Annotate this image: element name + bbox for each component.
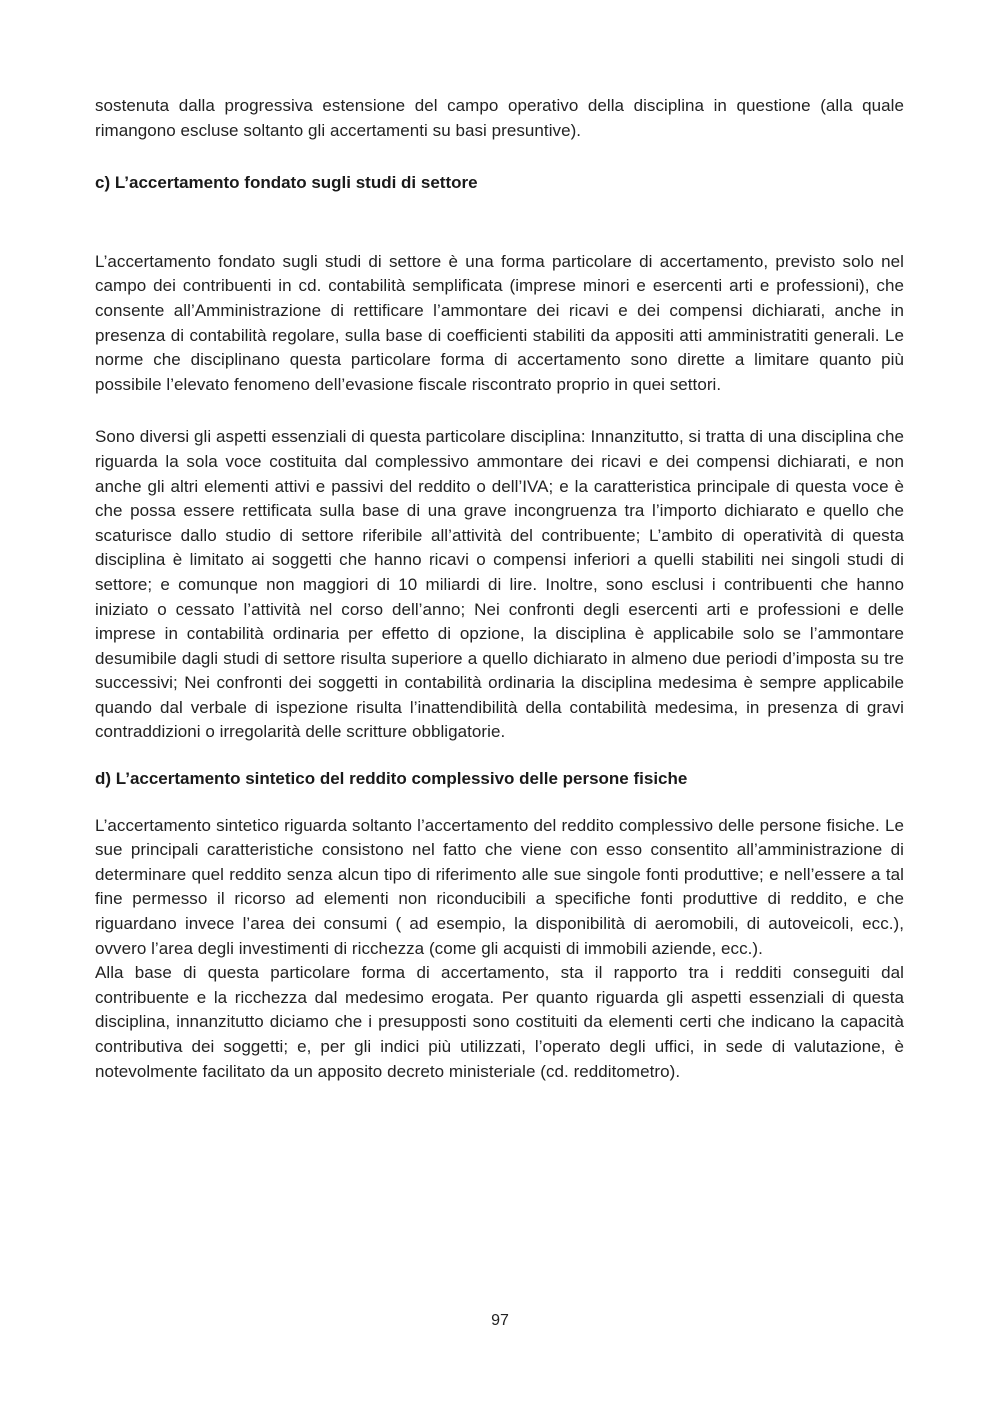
document-page xyxy=(95,94,904,1084)
section-d-paragraph-2: Alla base di questa particolare forma di accertamento, sta il rapporto tra i redditi conseguiti dal contribuente e la ricchezza dal medesimo erogata. Per quanto riguarda gli aspetti essenziali di questa disciplina, innanzitutto diciamo che i presupposti sono costituiti da elementi certi che indicano la capacità contributiva dei soggetti; e, per gli indici più utilizzati, l’operato degli uffici, in sede di valutazione, è notevolmente facilitato da un apposito decreto ministeriale (cd. redditometro). xyxy=(95,963,904,1081)
section-d-heading: d) L’accertamento sintetico del reddito complessivo delle persone fisiche xyxy=(95,769,688,789)
section-c-paragraph-2: Sono diversi gli aspetti essenziali di questa particolare disciplina: Innanzitutto, si tratta di una disciplina che riguarda la sola voce costituita dal complessivo ammontare dei ricavi e dei compensi dichiarati, e non anche gli altri elementi attivi e passivi del reddito o dell’IVA; e la caratteristica principale di questa voce è che possa essere rettificata sulla base di una grave incongruenza tra l’importo dichiarato e quello che scaturisce dallo studio di settore riferibile all’attività del contribuente; L’ambito di operatività di questa disciplina è limitato ai soggetti che hanno ricavi o compensi inferiori a quelli stabiliti nei singoli studi di settore; e comunque non maggiori di 10 miliardi di lire. Inoltre, sono esclusi i contribuenti che hanno iniziato o cessato l’attività nel corso dell’anno; Nei confronti degli esercenti arti e professioni e delle imprese in contabilità ordinaria per effetto di opzione, la disciplina è applicabile solo se l’ammontare desumibile dagli studi di settore risulta superiore a quello dichiarato in almeno due periodi d’imposta su tre successivi; Nei confronti dei soggetti in contabilità ordinaria la disciplina medesima è sempre applicabile quando dal verbale di ispezione risulta l’inattendibilità della contabilità medesima, in presenza di gravi contraddizioni o irregolarità delle scritture obbligatorie. xyxy=(95,427,904,742)
section-d-paragraph-1: L’accertamento sintetico riguarda soltanto l’accertamento del reddito complessivo delle persone fisiche. Le sue principali caratteristiche consistono nel fatto che viene con esso consentito all’amministrazione di determinare quel reddito senza alcun tipo di riferimento alle sue singole fonti produttive; e nell’essere a tal fine permesso il ricorso ad elementi non riconducibili a specifiche fonti produttive di reddito, e che riguardano invece l’area dei consumi ( ad esempio, la disponibilità di aeromobili, di autoveicoli, ecc.), ovvero l’area degli investimenti di ricchezza (come gli acquisti di immobili aziende, ecc.). xyxy=(95,815,904,958)
spacer xyxy=(95,397,904,425)
spacer xyxy=(95,196,904,250)
section-c-heading: c) L’accertamento fondato sugli studi di settore xyxy=(95,173,478,193)
spacer xyxy=(95,792,904,814)
page-number: 97 xyxy=(491,1312,509,1329)
spacer xyxy=(95,143,904,171)
section-c-paragraph-1: L’accertamento fondato sugli studi di settore è una forma particolare di accertamento, previsto solo nel campo dei contribuenti in cd. contabilità semplificata (imprese minori e esercenti arti e professioni), che consente all’Amministrazione di rettificare l’ammontare dei ricavi e dei compensi dichiarati, anche in presenza di contabilità regolare, sulla base di coefficienti stabiliti da appositi atti amministratiti generali. Le norme che disciplinano questa particolare forma di accertamento sono dirette a limitare quanto più possibile l’elevato fenomeno dell’evasione fiscale riscontrato proprio in quei settori. xyxy=(95,251,904,394)
intro-paragraph: sostenuta dalla progressiva estensione del campo operativo della disciplina in questione (alla quale rimangono escluse soltanto gli accertamenti su basi presuntive). xyxy=(95,96,904,140)
spacer xyxy=(95,745,904,767)
